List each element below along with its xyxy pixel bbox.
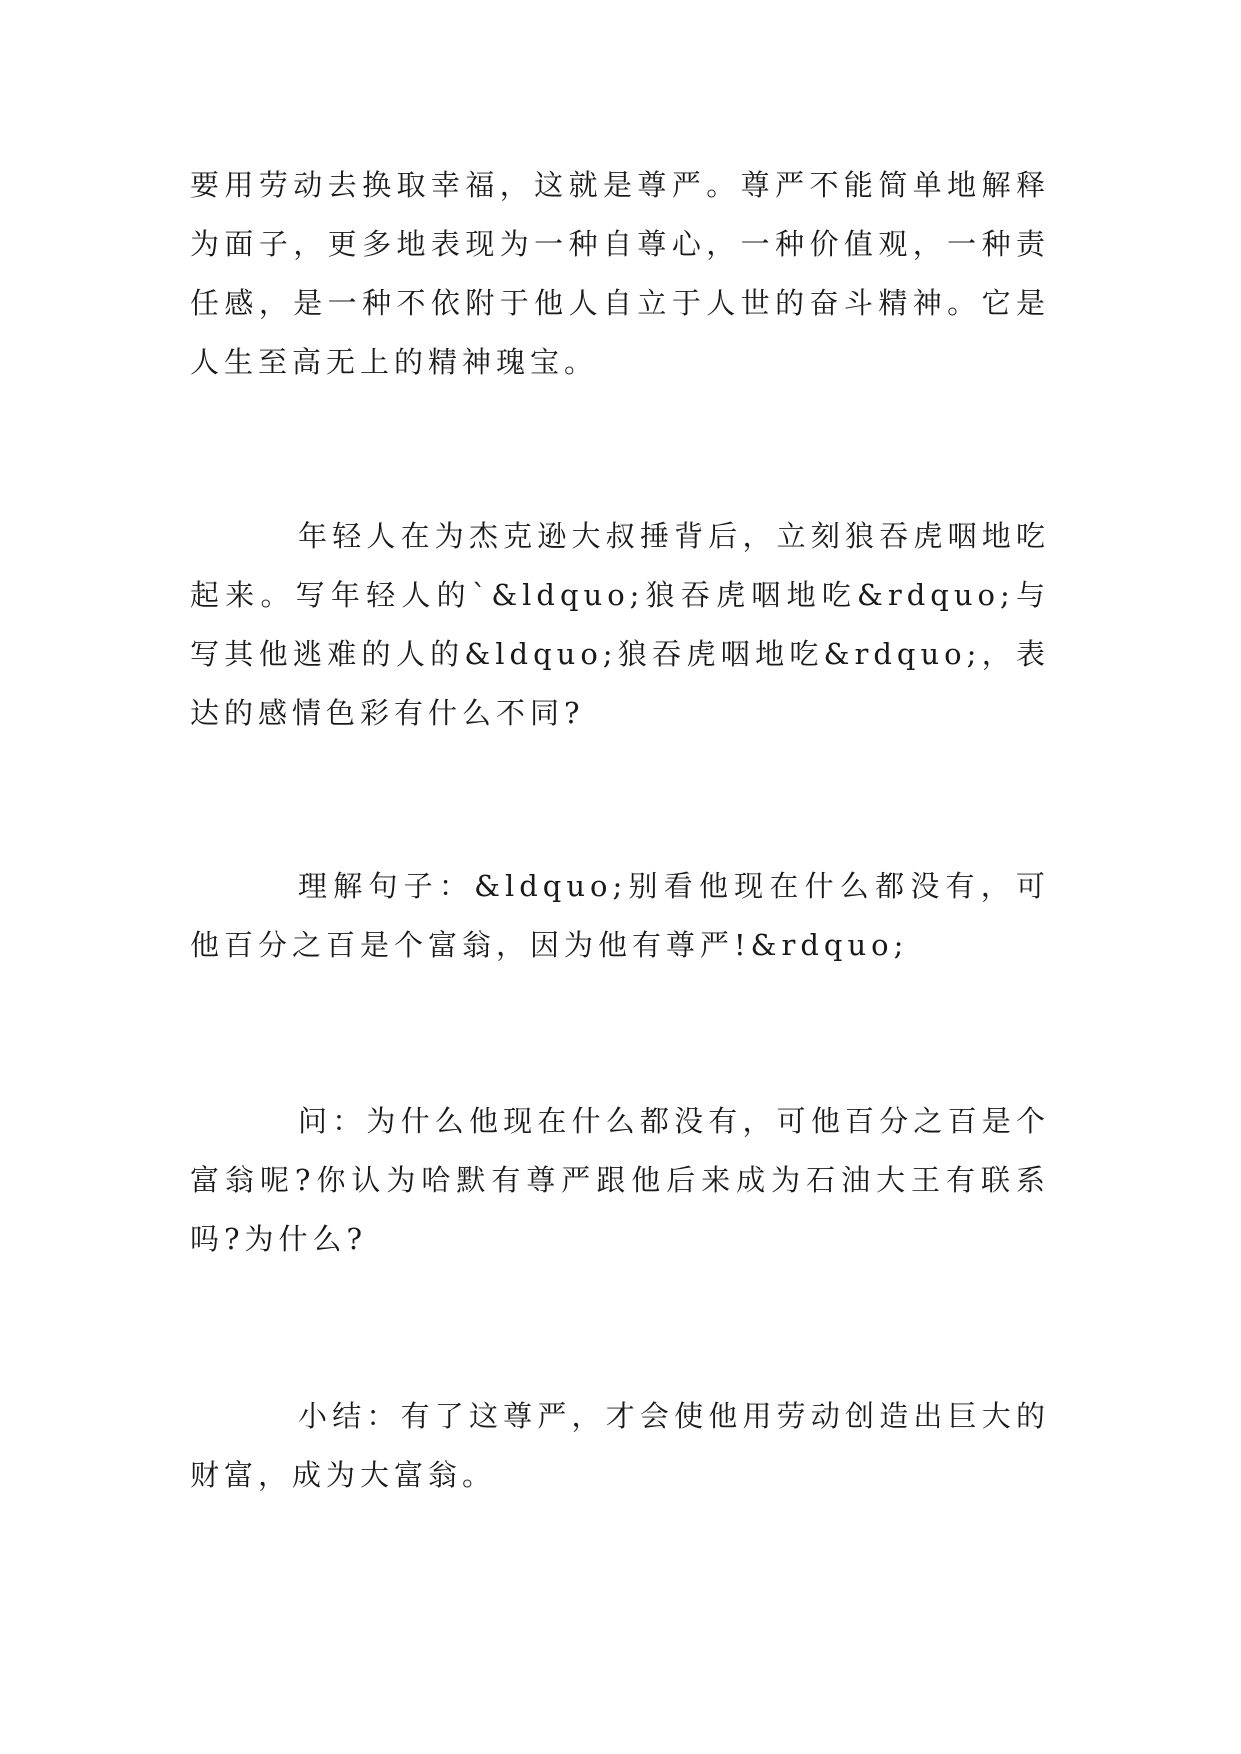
paragraph-summary: 小结：有了这尊严，才会使他用劳动创造出巨大的财富，成为大富翁。 [190,1399,1050,1492]
paragraph-question-eating: 年轻人在为杰克逊大叔捶背后，立刻狼吞虎咽地吃起来。写年轻人的`&ldquo;狼吞虎咽地吃&rdquo;与写其他逃难的人的&ldquo;狼吞虎咽地吃&rdquo;，表达的感情色彩有什么不同? [190,519,1050,730]
paragraph-sentence-understanding: 理解句子：&ldquo;别看他现在什么都没有，可他百分之百是个富翁，因为他有尊严!&rdquo; [190,869,1050,962]
paragraph-dignity-definition: 要用劳动去换取幸福，这就是尊严。尊严不能简单地解释为面子，更多地表现为一种自尊心，一种价值观，一种责任感，是一种不依附于他人自立于人世的奋斗精神。它是人生至高无上的精神瑰宝。 [190,168,1050,379]
paragraph-question-rich-man: 问：为什么他现在什么都没有，可他百分之百是个富翁呢?你认为哈默有尊严跟他后来成为石油大王有联系吗?为什么? [190,1104,1050,1256]
